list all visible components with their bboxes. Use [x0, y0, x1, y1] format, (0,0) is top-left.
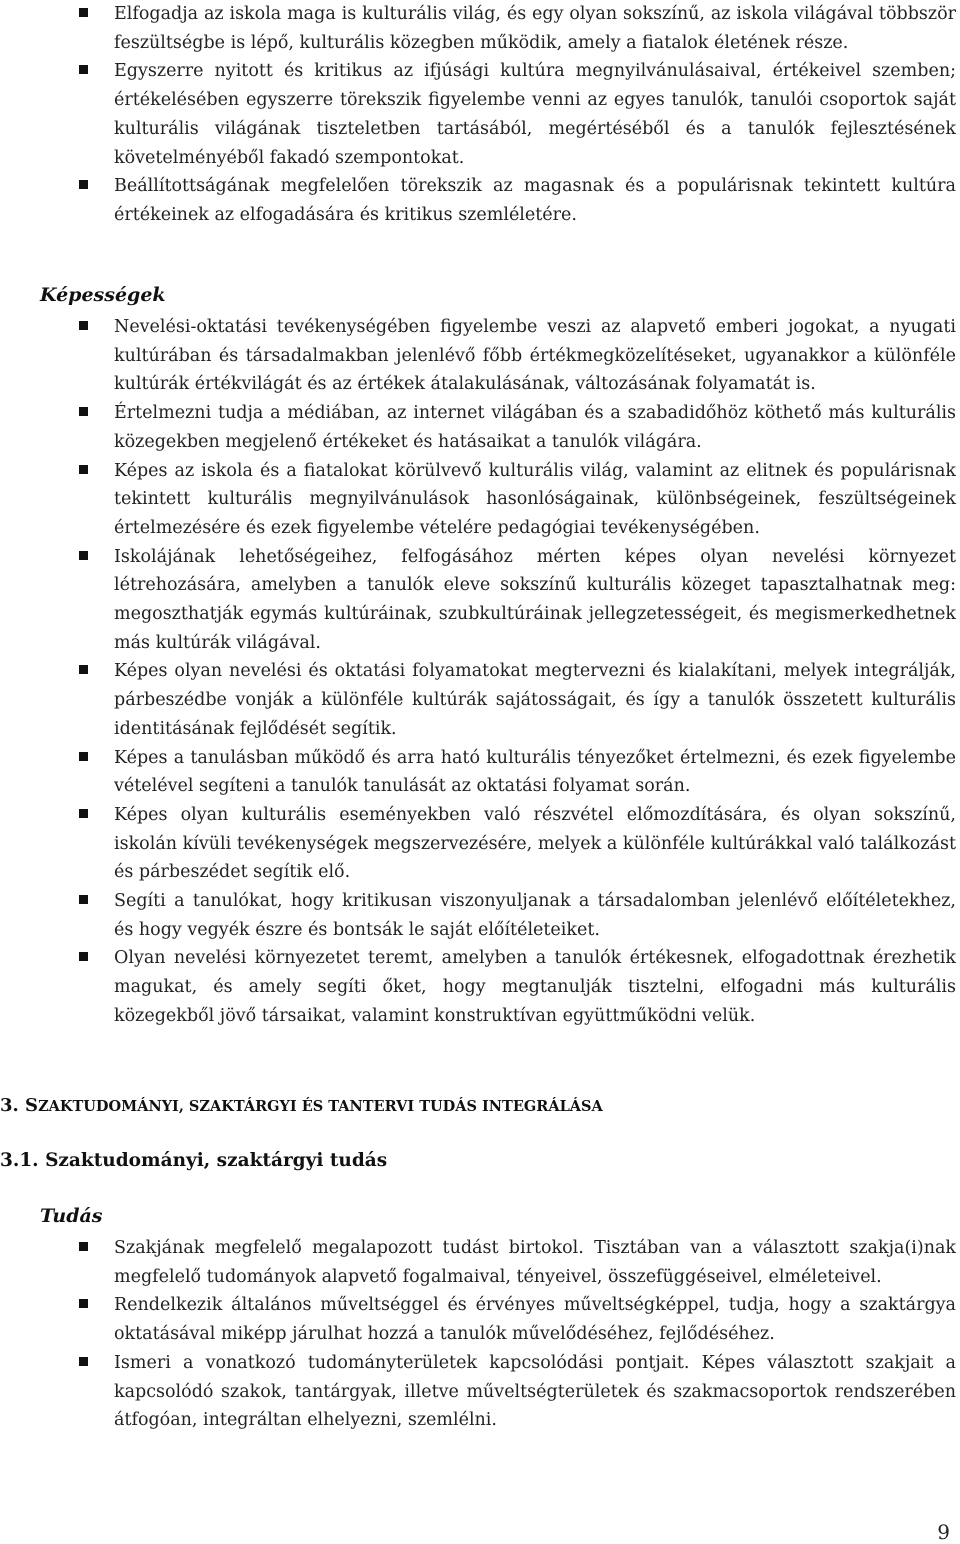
list-item-text: Olyan nevelési környezetet teremt, amelyben a tanulók értékesnek, elfogadottnak érezhetik magukat, és amely segíti őket, hogy megtanulják tisztelni, elfogadni más kulturális közegekből jövő társaikat, valamint konstruktívan együttműködni velük.	[114, 948, 956, 1026]
list-item	[114, 887, 956, 944]
bullet-square-icon	[79, 407, 88, 416]
kepessegek-heading: Képességek	[40, 284, 166, 306]
list-item	[114, 0, 956, 57]
kepessegek-bullet-list	[0, 313, 956, 1031]
list-item-text: Értelmezni tudja a médiában, az internet világában és a szabadidőhöz köthető más kulturális közegekben megjelenő értékeket és hatásaikat a tanulók világára.	[114, 403, 956, 452]
section-3-heading-text: ZAKTUDOMÁNYI, SZAKTÁRGYI ÉS TANTERVI TUDÁS INTEGRÁLÁSA	[38, 1098, 603, 1115]
list-item-text: Ismeri a vonatkozó tudományterületek kapcsolódási pontjait. Képes választott szakjait a kapcsolódó szakok, tantárgyak, illetve műveltségterületek és szakmacsoportok rendszerében átfogóan, integráltan elhelyezni, szemlélni.	[114, 1352, 956, 1431]
bullet-square-icon	[79, 1299, 88, 1308]
bullet-square-icon	[79, 1357, 88, 1366]
list-item	[114, 543, 956, 658]
page-number: 9	[937, 1520, 950, 1544]
bullet-square-icon	[79, 665, 88, 674]
bullet-square-icon	[79, 895, 88, 904]
list-item-text: Képes a tanulásban működő és arra ható kulturális tényezőket értelmezni, és ezek figyelembe vételével segíteni a tanulók tanulását az oktatási folyamat során.	[114, 747, 956, 797]
list-item-text: Képes olyan kulturális eseményekben való részvétel előmozdítására, és olyan sokszínű, iskolán kívüli tevékenységek megszervezésére, melyek a különféle kultúrákkal való találkozást és párbeszédet segítik elő.	[114, 804, 956, 883]
list-item	[114, 457, 956, 543]
bullet-square-icon	[79, 551, 88, 560]
list-item	[114, 1349, 956, 1435]
list-item	[114, 399, 956, 456]
list-item-text: Elfogadja az iskola maga is kulturális világ, és egy olyan sokszínű, az iskola világával többször feszültségbe is lépő, kulturális közegben működik, amely a fiatalok életének része.	[114, 4, 956, 53]
list-item-text: Segíti a tanulókat, hogy kritikusan viszonyuljanak a társadalomban jelenlévő előítéletekhez, és hogy vegyék észre és bontsák le saját előítéleteiket.	[114, 891, 956, 940]
bullet-square-icon	[79, 321, 88, 330]
bullet-square-icon	[79, 465, 88, 474]
section-3-heading	[0, 1095, 603, 1116]
list-item	[114, 172, 956, 229]
list-item	[114, 944, 956, 1030]
list-item-text: Egyszerre nyitott és kritikus az ifjúsági kultúra megnyilvánulásaival, értékeivel szemben; értékelésében egyszerre törekszik figyelembe venni az egyes tanulók, tanulói csoportok saját kulturális világának tiszteletben tartásából, megértéséből és a tanulók fejlesztésének követelményéből fakadó szempontokat.	[114, 61, 956, 168]
bullet-square-icon	[79, 809, 88, 818]
bullet-square-icon	[79, 1242, 88, 1251]
list-item	[114, 1234, 956, 1291]
list-item	[114, 1291, 956, 1348]
intro-bullet-list	[0, 0, 956, 230]
section-3-1-heading: 3.1. Szaktudományi, szaktárgyi tudás	[0, 1150, 388, 1171]
bullet-square-icon	[79, 65, 88, 74]
list-item-text: Beállítottságának megfelelően törekszik az magasnak és a populárisnak tekintett kultúra értékeinek az elfogadására és kritikus szemléletére.	[114, 176, 956, 225]
list-item-text: Iskolájának lehetőségeihez, felfogásához mérten képes olyan nevelési környezet létrehozására, amelyben a tanulók eleve sokszínű kulturális közeget tapasztalhatnak meg: megoszthatják egymás kultúráinak, szubkultúráinak jellegzetességeit, és megismerkedhetnek más kultúrák világával.	[114, 546, 956, 653]
list-item	[114, 57, 956, 172]
list-item-text: Rendelkezik általános műveltséggel és érvényes műveltségképpel, tudja, hogy a szaktárgya oktatásával miképp járulhat hozzá a tanulók művelődéséhez, fejlődéséhez.	[114, 1295, 956, 1345]
tudas-bullet-list	[0, 1234, 956, 1435]
section-3-heading-number: 3. S	[0, 1095, 39, 1116]
list-item-text: Nevelési-oktatási tevékenységében figyelembe veszi az alapvető emberi jogokat, a nyugati kultúrában és társadalmakban jelenlévő főbb értékmegközelítéseket, ugyanakkor a különféle kultúrák értékvilágát és az értékek átalakulásának, változásának folyamatát is.	[114, 317, 956, 395]
bullet-square-icon	[79, 8, 88, 17]
list-item	[114, 657, 956, 743]
list-item	[114, 744, 956, 801]
bullet-square-icon	[79, 752, 88, 761]
tudas-heading: Tudás	[40, 1205, 103, 1227]
list-item	[114, 801, 956, 887]
list-item	[114, 313, 956, 399]
bullet-square-icon	[79, 952, 88, 961]
list-item-text: Képes az iskola és a fiatalokat körülvevő kulturális világ, valamint az elitnek és populárisnak tekintett kulturális megnyilvánulások hasonlóságainak, különbségeinek, feszültségeinek értelmezésére és ezek figyelembe vételére pedagógiai tevékenységében.	[114, 460, 956, 538]
bullet-square-icon	[79, 180, 88, 189]
list-item-text: Képes olyan nevelési és oktatási folyamatokat megtervezni és kialakítani, melyek integrálják, párbeszédbe vonják a különféle kultúrák sajátosságait, és így a tanulók összetett kulturális identitásának fejlődését segítik.	[114, 661, 956, 739]
list-item-text: Szakjának megfelelő megalapozott tudást birtokol. Tisztában van a választott szakja(i)nak megfelelő tudományok alapvető fogalmaival, tényeivel, összefüggéseivel, elméleteivel.	[114, 1238, 956, 1287]
